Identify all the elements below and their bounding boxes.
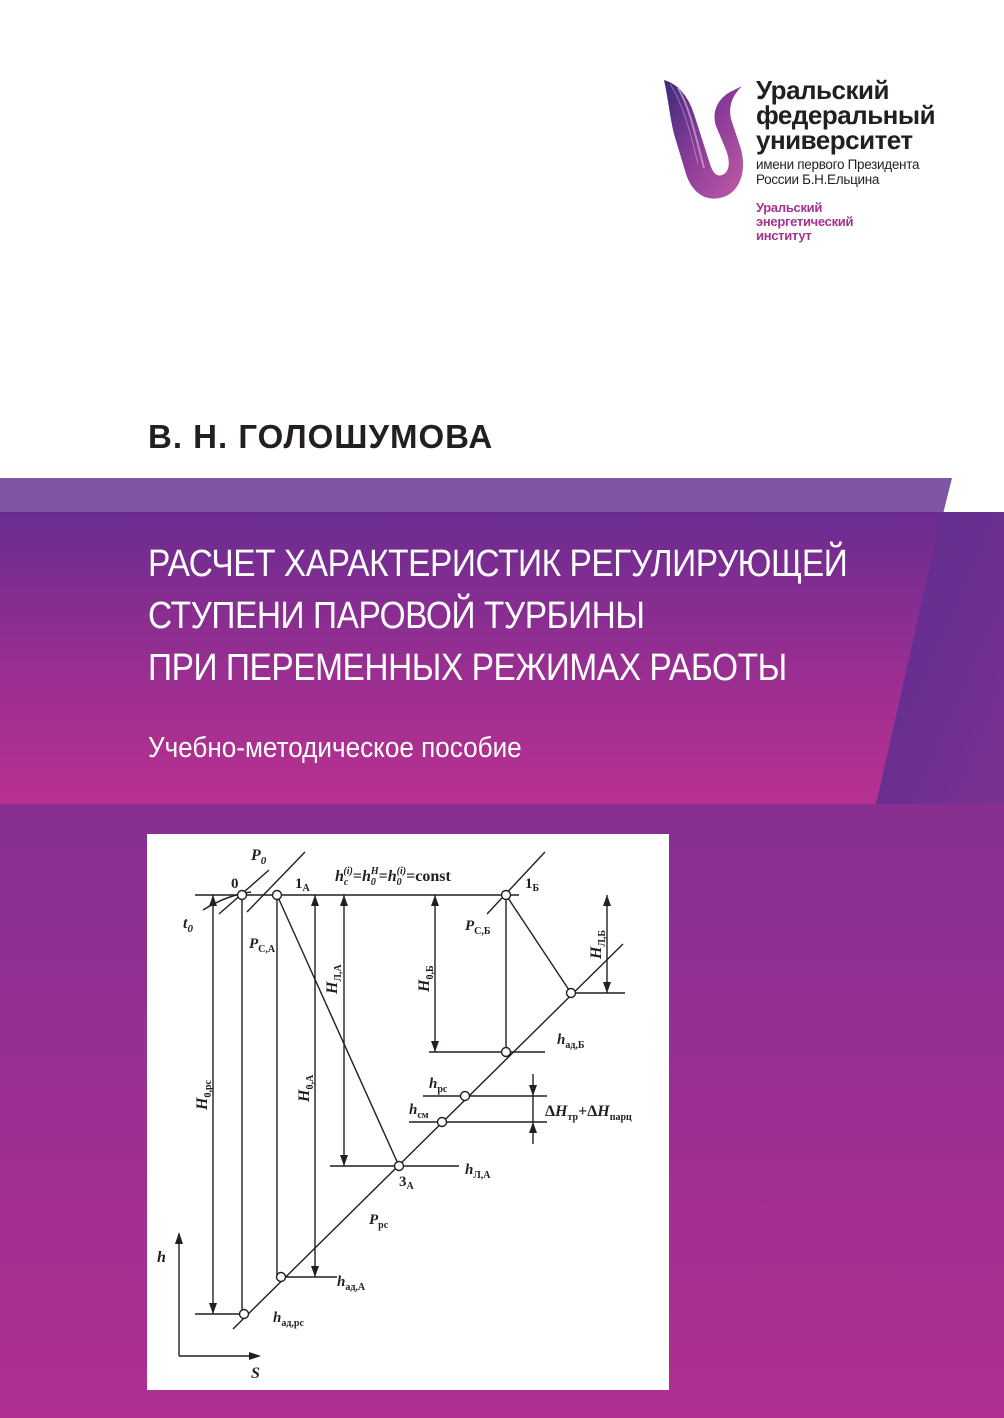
named-after-line-1: имени первого Президента	[756, 157, 920, 172]
institute-line-3: институт	[756, 228, 812, 243]
state-points	[238, 891, 576, 1319]
book-title	[148, 538, 943, 694]
label-hlb-dim: $H_{Л,Б}$	[588, 929, 608, 959]
label-hadb: $h_{ад,Б}$	[557, 1032, 585, 1051]
label-point-1a: $1_А$	[295, 876, 310, 894]
university-name-line-1: Уральский	[756, 75, 889, 105]
ural-university-u-emblem-icon	[660, 78, 750, 203]
label-prs: $P_{рс}$	[369, 1212, 389, 1231]
title-line-2: СТУПЕНИ ПАРОВОЙ ТУРБИНЫ	[148, 595, 645, 637]
label-h0b-dim: $H_{0,Б}$	[416, 965, 436, 992]
expansion-line-a	[277, 895, 399, 1166]
label-hsm: $h_{см}$	[409, 1102, 429, 1121]
label-t0: $t_0$	[183, 915, 193, 935]
label-p0: $P_0$	[251, 847, 267, 867]
label-hla-dim: $H_{Л,А}$	[324, 964, 344, 994]
label-formula: $h_c(i)=h_0H=h_0(i)=const$	[335, 866, 451, 888]
title-line-1: РАСЧЕТ ХАРАКТЕРИСТИК РЕГУЛИРУЮЩЕЙ	[148, 543, 848, 585]
label-hrs: $h_{рс}$	[429, 1076, 448, 1095]
logo-wordmark	[756, 75, 936, 243]
label-pca: $P_{С,А}$	[249, 936, 276, 955]
label-hla-level: $h_{Л,А}$	[465, 1162, 491, 1181]
label-hada: $h_{ад,А}$	[337, 1274, 366, 1293]
university-logo	[660, 75, 960, 258]
institute-line-2: энергетический	[756, 214, 854, 229]
isobar-prs	[233, 944, 623, 1329]
university-name-line-3: университет	[756, 125, 913, 155]
author-name: В. Н. ГОЛОШУМОВА	[148, 418, 494, 455]
label-point-3a: $3_А$	[399, 1174, 414, 1192]
label-axis-h: h	[157, 1249, 166, 1266]
arrowheads	[175, 895, 611, 1360]
label-h0a-dim: $H_{0,А}$	[296, 1074, 316, 1102]
label-h0rs-dim: $H_{0,рс}$	[194, 1080, 214, 1110]
institute-line-1: Уральский	[756, 200, 823, 215]
label-point-1b: $1_Б$	[525, 876, 540, 894]
book-subtitle: Учебно-методическое пособие	[148, 732, 522, 764]
title-line-3: ПРИ ПЕРЕМЕННЫХ РЕЖИМАХ РАБОТЫ	[148, 647, 787, 689]
label-point-0: 0	[231, 876, 239, 892]
label-pcb: $P_{С,Б}$	[465, 918, 491, 937]
label-losses: $\Delta H_{тр}+\Delta H_{парц}$	[545, 1103, 632, 1123]
label-axis-s: S	[251, 1365, 260, 1382]
named-after-line-2: России Б.Н.Ельцина	[756, 172, 880, 187]
label-hadrs: $h_{ад,рс}$	[273, 1310, 304, 1329]
hs-diagram	[147, 834, 669, 1390]
hs-diagram-figure	[147, 834, 669, 1390]
university-name-line-2: федеральный	[756, 100, 936, 130]
expansion-line-b	[506, 895, 571, 993]
